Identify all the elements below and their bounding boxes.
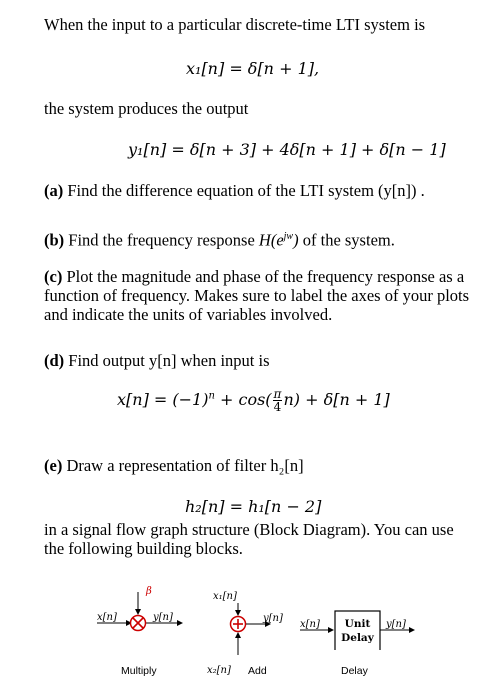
equation-input-x1: x₁[n] = δ[n + 1],: [186, 59, 320, 78]
equation-filter-h2: h₂[n] = h₁[n − 2]: [185, 497, 322, 516]
output-intro-text: the system produces the output: [44, 99, 249, 118]
equation-input-x: [117, 388, 390, 413]
eq3-fraction: [273, 388, 283, 413]
delay-box-line2: Delay: [341, 632, 374, 644]
multiply-block-diagram: [90, 578, 200, 648]
delay-box-line1: Unit: [344, 618, 371, 630]
eq3-right: n) + δ[n + 1]: [283, 390, 390, 409]
add-block-diagram: [200, 585, 300, 665]
part-e-text: Draw a representation of filter h₂[n]: [66, 456, 304, 475]
part-c-text: Plot the magnitude and phase of the frequency response as a function of frequency. Makes sure to label the axes of your plots and indicate the units of variables involved.: [44, 267, 470, 324]
add-top-label: x₁[n]: [213, 591, 237, 602]
add-bottom-label: x₂[n]: [207, 665, 231, 676]
part-d-text: Find output y[n] when input is: [68, 351, 270, 370]
multiply-caption: Multiply: [121, 665, 157, 677]
part-b-h: H(e: [258, 230, 284, 250]
part-d-label: (d): [44, 351, 65, 370]
delay-out-label: y[n]: [386, 619, 406, 630]
equation-output-y1: y₁[n] = δ[n + 3] + 4δ[n + 1] + δ[n − 1]: [128, 140, 446, 159]
part-a-label: (a): [44, 181, 64, 200]
part-b-close: ): [293, 230, 299, 250]
multiply-in: x[n]: [97, 612, 117, 623]
multiply-beta: β: [146, 586, 152, 597]
delay-in-label: x[n]: [300, 619, 320, 630]
part-e-label: (e): [44, 456, 63, 475]
part-b: [44, 227, 395, 250]
eq3-left: x[n] = (−1): [117, 390, 209, 409]
part-a: [44, 181, 425, 200]
eq3-sup: n: [208, 390, 215, 402]
add-caption: Add: [248, 665, 267, 677]
add-out-label: y[n]: [263, 613, 283, 624]
intro-text: When the input to a particular discrete-time LTI system is: [44, 15, 426, 34]
part-a-text: Find the difference equation of the LTI system (y[n]) .: [67, 181, 425, 200]
building-blocks-text: in a signal flow graph structure (Block Diagram). You can use the following building blocks.: [44, 520, 454, 558]
eq3-num: π: [273, 387, 282, 401]
delay-box: [335, 611, 380, 650]
part-b-text-before: Find the frequency response: [68, 230, 259, 250]
part-c-label: (c): [44, 267, 63, 286]
delay-caption: Delay: [341, 665, 368, 677]
multiply-out: y[n]: [153, 612, 173, 623]
part-c: [44, 267, 474, 324]
eq3-den: 4: [273, 400, 282, 414]
delay-block-diagram: [300, 600, 440, 650]
eq3-mid: + cos(: [214, 390, 272, 409]
part-b-label: (b): [44, 230, 65, 250]
part-d: [44, 351, 270, 370]
part-e: [44, 456, 304, 475]
part-b-text-after: of the system.: [298, 230, 395, 250]
part-b-sup: jw: [283, 231, 294, 242]
